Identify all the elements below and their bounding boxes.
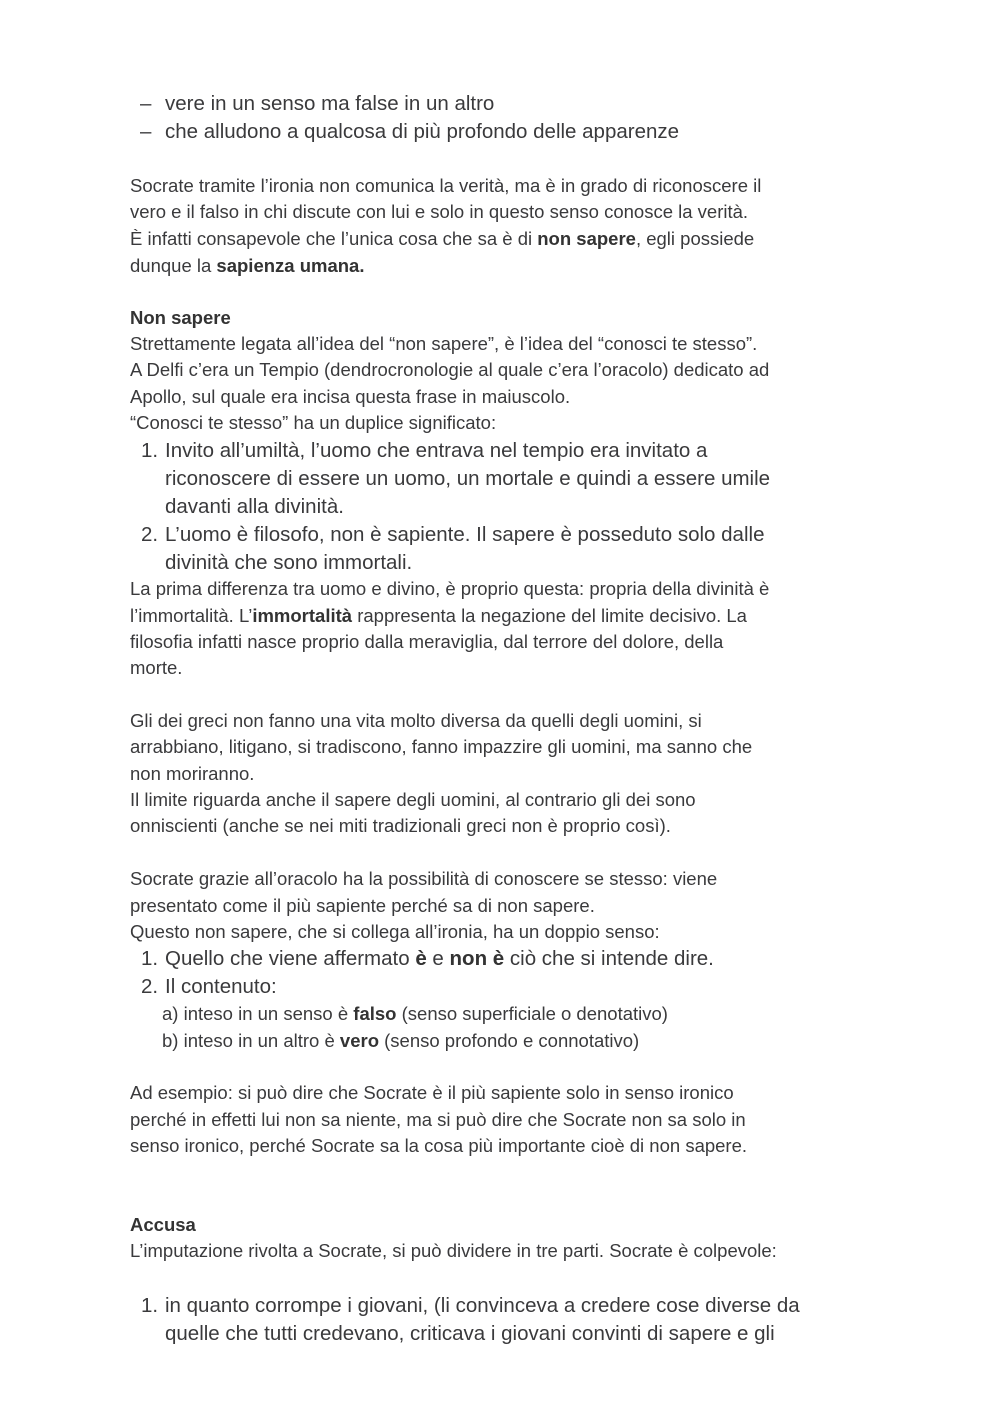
section-heading: Non sapere	[130, 307, 231, 328]
paragraph-line: perché in effetti lui non sa niente, ma si può dire che Socrate non sa solo in	[130, 1109, 746, 1130]
list-number: 1.	[141, 439, 159, 462]
list-item-line: L’uomo è filosofo, non è sapiente. Il sapere è posseduto solo dalle	[165, 523, 765, 546]
paragraph-line: Questo non sapere, che si collega all’ironia, ha un doppio senso:	[130, 921, 660, 942]
paragraph-line: È infatti consapevole che l’unica cosa che sa è di non sapere, egli possiede	[130, 228, 755, 249]
paragraph-line: filosofia infatti nasce proprio dalla meraviglia, dal terrore del dolore, della	[130, 631, 724, 652]
paragraph-line: dunque la sapienza umana.	[130, 255, 365, 276]
paragraph-line: Strettamente legata all’idea del “non sapere”, è l’idea del “conosci te stesso”.	[130, 333, 758, 354]
paragraph-line: l’immortalità. L’immortalità rappresenta la negazione del limite decisivo. La	[130, 605, 747, 626]
paragraph-line: presentato come il più sapiente perché sa di non sapere.	[130, 895, 595, 916]
list-number: 1.	[141, 1294, 159, 1317]
paragraph-line: Il limite riguarda anche il sapere degli uomini, al contrario gli dei sono	[130, 789, 696, 810]
bold-term: immortalità	[252, 605, 353, 626]
section-heading: Accusa	[130, 1214, 196, 1235]
dash-item: vere in un senso ma false in un altro	[165, 92, 495, 115]
list-item-line: riconoscere di essere un uomo, un mortale e quindi a essere umile	[165, 467, 771, 490]
bold-term: non sapere	[537, 228, 636, 249]
list-number: 1.	[141, 947, 159, 970]
bold-term: sapienza umana.	[216, 255, 365, 276]
list-number: 2.	[141, 975, 159, 998]
paragraph-line: morte.	[130, 657, 183, 678]
paragraph-line: arrabbiano, litigano, si tradiscono, fanno impazzire gli uomini, ma sanno che	[130, 736, 753, 757]
bold-term: falso	[353, 1003, 397, 1024]
paragraph-line: senso ironico, perché Socrate sa la cosa più importante cioè di non sapere.	[130, 1135, 748, 1156]
list-item-line: divinità che sono immortali.	[165, 551, 413, 574]
dash-item: che alludono a qualcosa di più profondo delle apparenze	[165, 120, 680, 143]
paragraph-line: La prima differenza tra uomo e divino, è proprio questa: propria della divinità è	[130, 578, 770, 599]
paragraph-line: L’imputazione rivolta a Socrate, si può dividere in tre parti. Socrate è colpevole:	[130, 1240, 777, 1261]
paragraph-line: non moriranno.	[130, 763, 255, 784]
paragraph-line: Apollo, sul quale era incisa questa frase in maiuscolo.	[130, 386, 571, 407]
paragraph-line: Socrate tramite l’ironia non comunica la verità, ma è in grado di riconoscere il	[130, 175, 762, 196]
paragraph-line: “Conosci te stesso” ha un duplice significato:	[130, 412, 497, 433]
list-item-line: Invito all’umiltà, l’uomo che entrava nel tempio era invitato a	[165, 439, 708, 462]
bold-term: vero	[339, 1030, 379, 1051]
dash-marker: –	[140, 92, 152, 115]
list-item-line: Quello che viene affermato è e non è ciò che si intende dire.	[165, 947, 714, 970]
sub-item-line: b) inteso in un altro è vero (senso profondo e connotativo)	[162, 1030, 640, 1051]
paragraph-line: vero e il falso in chi discute con lui e solo in questo senso conosce la verità.	[130, 201, 749, 222]
paragraph-line: Gli dei greci non fanno una vita molto diversa da quelli degli uomini, si	[130, 710, 702, 731]
list-item-line: Il contenuto:	[165, 975, 277, 998]
dash-marker: –	[140, 120, 152, 143]
paragraph-line: Ad esempio: si può dire che Socrate è il più sapiente solo in senso ironico	[130, 1082, 734, 1103]
paragraph-line: Socrate grazie all’oracolo ha la possibilità di conoscere se stesso: viene	[130, 868, 718, 889]
list-item-line: in quanto corrompe i giovani, (li convinceva a credere cose diverse da	[165, 1294, 800, 1317]
paragraph-line: A Delfi c’era un Tempio (dendrocronologie al quale c’era l’oracolo) dedicato ad	[130, 359, 770, 380]
list-item-line: davanti alla divinità.	[165, 495, 344, 518]
sub-item-line: a) inteso in un senso è falso (senso superficiale o denotativo)	[162, 1003, 668, 1024]
paragraph-line: onniscienti (anche se nei miti tradizionali greci non è proprio così).	[130, 815, 671, 836]
bold-term: non è	[449, 947, 505, 970]
bold-term: è	[415, 947, 427, 970]
list-number: 2.	[141, 523, 159, 546]
list-item-line: quelle che tutti credevano, criticava i giovani convinti di sapere e gli	[165, 1322, 775, 1345]
